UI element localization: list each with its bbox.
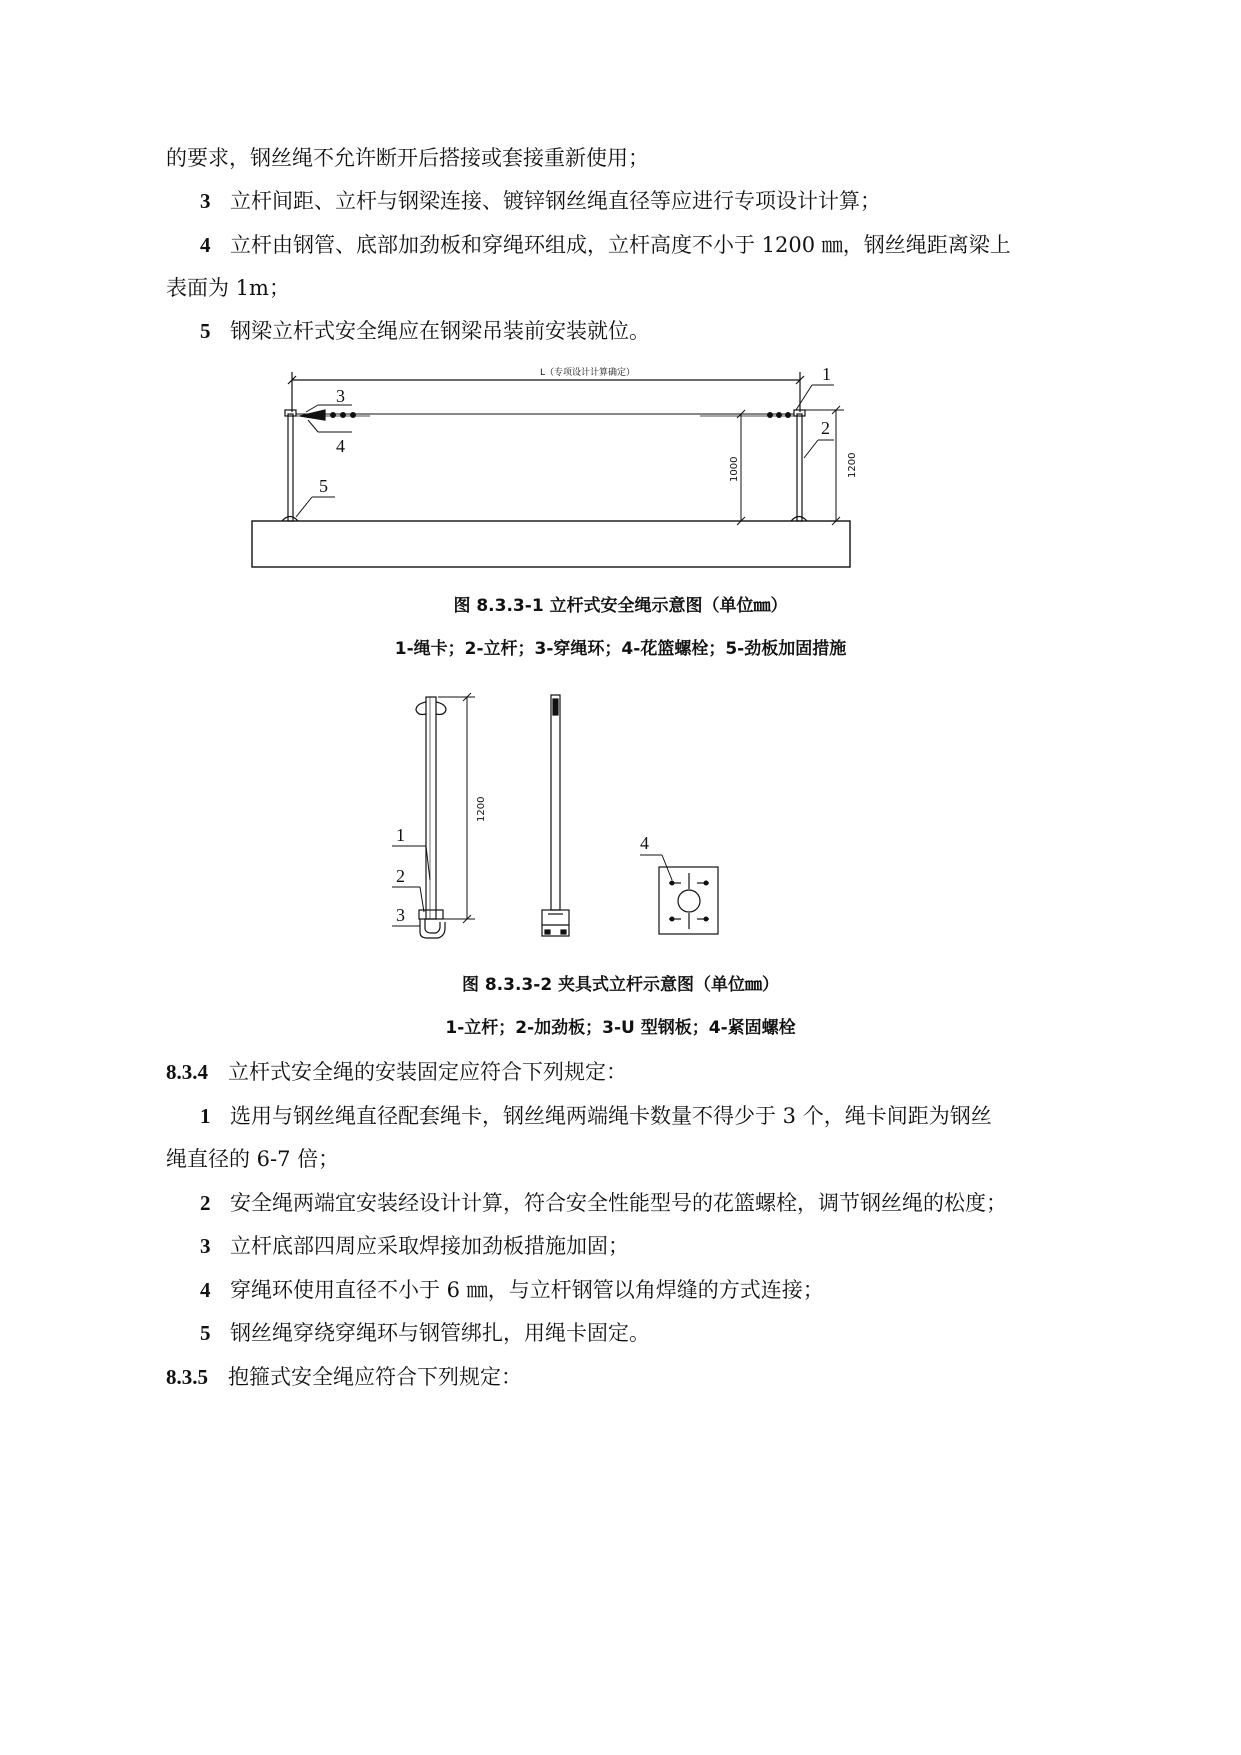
list-item xyxy=(200,1231,629,1261)
item-number: 4 xyxy=(200,233,211,257)
figure-2-legend: 1-立杆；2-加劲板；3-U 型钢板；4-紧固螺栓 xyxy=(445,1018,796,1038)
figure-1-legend: 1-绳卡；2-立杆；3-穿绳环；4-花篮螺栓；5-劲板加固措施 xyxy=(394,639,847,659)
section-number: 8.3.4 xyxy=(166,1060,208,1084)
section-heading-8-3-5 xyxy=(166,1362,522,1392)
section-title: 抱箍式安全绳应符合下列规定： xyxy=(228,1365,522,1389)
callout-5: 5 xyxy=(319,476,328,496)
paragraph-continuation xyxy=(166,1144,339,1174)
dim-label-l: L（专项设计计算确定） xyxy=(540,368,636,378)
callout-3: 3 xyxy=(396,905,405,925)
figure-2-caption: 图 8.3.3-2 夹具式立杆示意图（单位㎜） xyxy=(461,975,780,995)
section-title: 立杆式安全绳的安装固定应符合下列规定： xyxy=(228,1060,627,1084)
callout-2: 2 xyxy=(396,866,405,886)
list-item xyxy=(200,1101,992,1131)
item-text: 钢丝绳穿绕穿绳环与钢管绑扎，用绳卡固定。 xyxy=(230,1321,650,1345)
item-text: 绳直径的 6-7 倍； xyxy=(166,1147,340,1171)
bolt-icon xyxy=(670,917,675,922)
item-text: 立杆底部四周应采取焊接加劲板措施加固； xyxy=(230,1234,629,1258)
bolt-icon xyxy=(670,881,675,886)
item-number: 3 xyxy=(200,189,211,213)
post-side-view xyxy=(551,695,560,910)
list-item xyxy=(200,1188,1007,1218)
callout-1: 1 xyxy=(822,364,831,384)
item-text: 立杆间距、立杆与钢梁连接、镀锌钢丝绳直径等应进行专项设计计算； xyxy=(230,189,881,213)
dim-label-1200: 1200 xyxy=(476,796,487,822)
figure-1-caption: 图 8.3.3-1 立杆式安全绳示意图（单位㎜） xyxy=(453,596,788,616)
paragraph-text: 表面为 1m； xyxy=(166,276,290,300)
section-heading-8-3-4 xyxy=(166,1057,627,1087)
paragraph-text: 的要求，钢丝绳不允许断开后搭接或套接重新使用； xyxy=(166,146,649,170)
item-number: 4 xyxy=(200,1278,211,1302)
list-item xyxy=(200,1275,824,1305)
item-number: 5 xyxy=(200,1321,211,1345)
post-elevation xyxy=(426,697,436,919)
section-number: 8.3.5 xyxy=(166,1365,208,1389)
item-number: 3 xyxy=(200,1234,211,1258)
item-text: 安全绳两端宜安装经设计计算，符合安全性能型号的花篮螺栓，调节钢丝绳的松度； xyxy=(230,1191,1007,1215)
callout-1: 1 xyxy=(396,825,405,845)
item-number: 2 xyxy=(200,1191,211,1215)
item-number: 5 xyxy=(200,319,211,343)
dim-label-1000: 1000 xyxy=(729,456,740,482)
item-number: 1 xyxy=(200,1104,211,1128)
item-text: 钢梁立杆式安全绳应在钢梁吊装前安装就位。 xyxy=(230,319,650,343)
callout-4: 4 xyxy=(640,833,649,853)
item-text: 立杆由钢管、底部加劲板和穿绳环组成，立杆高度不小于 1200 ㎜，钢丝绳距离梁上 xyxy=(230,233,1011,257)
callout-3: 3 xyxy=(336,386,345,406)
item-text: 穿绳环使用直径不小于 6 ㎜，与立杆钢管以角焊缝的方式连接； xyxy=(230,1278,824,1302)
bolt-icon xyxy=(704,881,709,886)
list-item xyxy=(200,1318,650,1348)
bolt-icon xyxy=(704,917,709,922)
item-text: 选用与钢丝绳直径配套绳卡，钢丝绳两端绳卡数量不得少于 3 个，绳卡间距为钢丝 xyxy=(230,1104,992,1128)
callout-2: 2 xyxy=(821,418,830,438)
callout-4: 4 xyxy=(336,436,345,456)
dim-label-1200: 1200 xyxy=(847,452,858,478)
